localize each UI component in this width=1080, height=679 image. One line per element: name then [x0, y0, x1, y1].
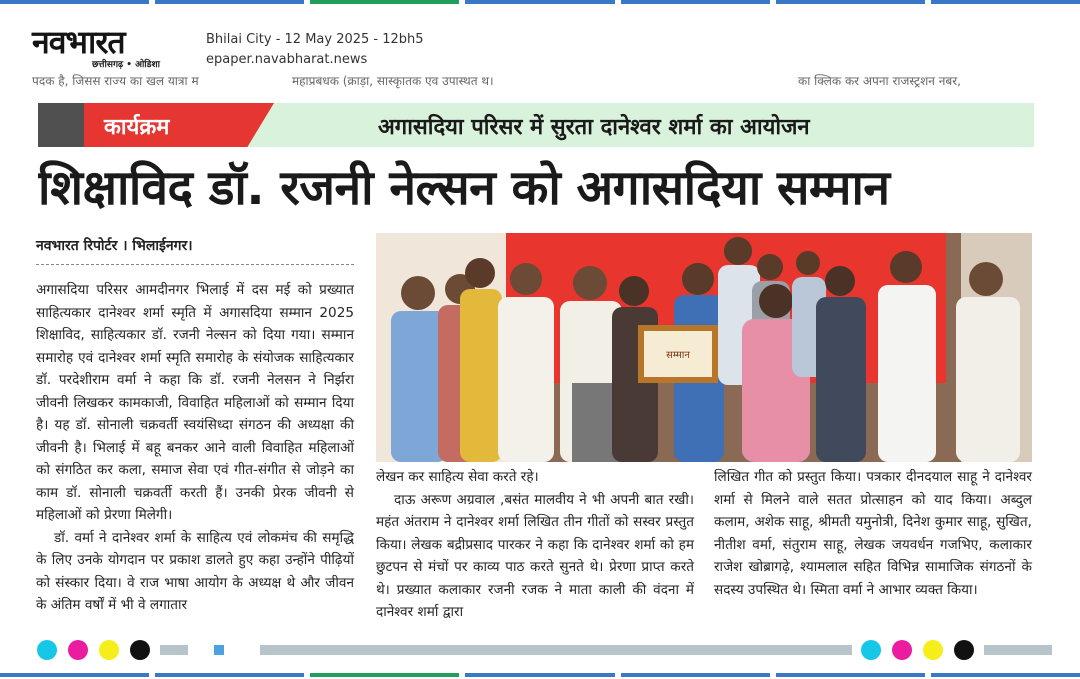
event-photo — [376, 233, 1032, 462]
newspaper-logo[interactable] — [32, 23, 188, 70]
kicker-band — [38, 103, 1034, 147]
article-column-1 — [36, 279, 354, 624]
kicker-text: अगासदिया परिसर में सुरता दानेश्वर शर्मा का आयोजन — [378, 115, 810, 140]
registration-bar — [260, 645, 852, 655]
paragraph: दाऊ अरूण अग्रवाल ,बसंत मालवीय ने भी अपनी बात रखी। महंत अंतराम ने दानेश्वर शर्मा लिखित तीन गीतों को सस्वर प्रस्तुत किया। लेखक बद्रीप्रसाद पारकर ने कहा कि दानेश्वर शर्मा को हम छुटपन से मंचों पर काव्य पाठ करते सुनते थे। प्रेरणा प्राप्त करते थे। प्रख्यात कलाकार रजनी रजक ने माता काली की वंदना में दानेश्वर शर्मा द्वारा — [376, 491, 694, 620]
paragraph: डॉ. वर्मा ने दानेश्वर शर्मा के साहित्य एवं लोकमंच की समृद्धि के लिए उनके योगदान पर प्रकाश डालते हुए कहा उन्होंने पीढ़ियों को संस्कार दिया। वे राज भाषा आयोग के अध्यक्ष थे और जीवन के अंतिम वर्षों में भी वे लगातार — [36, 529, 354, 613]
article-column-3 — [714, 466, 1032, 624]
epaper-link[interactable]: epaper.navabharat.news — [206, 52, 368, 67]
black-dot — [130, 640, 150, 660]
cyan-dot — [37, 640, 57, 660]
paragraph: अगासदिया परिसर आमदीनगर भिलाई में दस मई को प्रख्यात साहित्यकार दानेश्वर शर्मा स्मृति में अगासदिया सम्मान 2025 शिक्षाविद, साहित्यकार डॉ. रजनी नेल्सन को दिया गया। सम्मान समारोह एवं दानेश्वर शर्मा स्मृति समारोह के संयोजक साहित्यकार डॉ. परदेशीराम वर्मा ने कहा कि डॉ. रजनी नेलसन ने निर्झरा जीवनी लिखकर कामकाजी, विवाहित महिलाओं को सम्मान दिया है। यह डॉ. सोनाली चक्रवर्ती स्वयंसिध्दा संगठन की अध्यक्षा की जीवनी है। भिलाई में बहू बनकर आने वाली विवाहित महिलाओं को संगठित कर कला, समाज सेवा एवं गीत-संगीत से जोड़ने का काम डॉ. सोनाली चक्रवर्ती करती हैं। उनकी प्रेरक जीवनी से महिलाओं को प्रेरणा मिलेगी। — [36, 282, 354, 523]
magenta-dot — [68, 640, 88, 660]
paragraph: लेखन कर साहित्य सेवा करते रहे। — [376, 469, 539, 485]
byline-divider — [36, 264, 354, 265]
paragraph: लिखित गीत को प्रस्तुत किया। पत्रकार दीनदयाल साहू ने दानेश्वर शर्मा से मिलने वाले सतत प्रोत्साहन को याद किया। अब्दुल कलाम, अशेक साहू, श्रीमती यमुनोत्री, दिनेश कुमार साहू, सुखित, नीतीश वर्मा, संतुराम साहू, लेखक जयवर्धन गजभिए, कलाकार राजेश खोब्रागढ़े, श्यामलाल सहित विभिन्न सामाजिक संगठनों के सदस्य उपस्थित थे। स्मिता वर्मा ने आभार व्यक्त किया। — [714, 469, 1032, 598]
article-column-2 — [376, 466, 694, 624]
headline: शिक्षाविद डॉ. रजनी नेल्सन को अगासदिया सम्मान — [38, 160, 890, 216]
bottom-color-bars — [0, 673, 1080, 678]
yellow-dot — [923, 640, 943, 660]
logo-subtitle: छत्तीसगढ़ • ओडिशा — [92, 60, 160, 70]
registration-bar — [160, 645, 188, 655]
certificate-label: सम्मान — [666, 350, 690, 361]
kicker-label: कार्यक्रम — [104, 115, 170, 140]
magenta-dot — [892, 640, 912, 660]
registration-bar — [984, 645, 1052, 655]
byline: नवभारत रिपोर्टर । भिलाईनगर। — [36, 238, 193, 254]
yellow-dot — [99, 640, 119, 660]
cut-line-left: पदक है, जिसस राज्य का खल यात्रा म — [32, 74, 199, 88]
logo-text: नवभारत — [32, 23, 125, 61]
edition-info: Bhilai City - 12 May 2025 - 12bh5 — [206, 32, 424, 47]
print-registration-marks — [0, 640, 1080, 660]
kicker-accent — [38, 103, 84, 147]
registration-square — [214, 645, 224, 655]
group-photo-illustration — [376, 233, 1032, 462]
cyan-dot — [861, 640, 881, 660]
masthead — [0, 6, 1080, 70]
black-dot — [954, 640, 974, 660]
cut-line-right: का क्लिक कर अपना राजस्ट्रशन नबर, — [798, 74, 961, 88]
top-color-bars — [0, 0, 1080, 5]
cut-line-middle: महाप्रबधक (क्राड़ा, सास्कृातक एव उपास्थत थ। — [292, 74, 494, 88]
